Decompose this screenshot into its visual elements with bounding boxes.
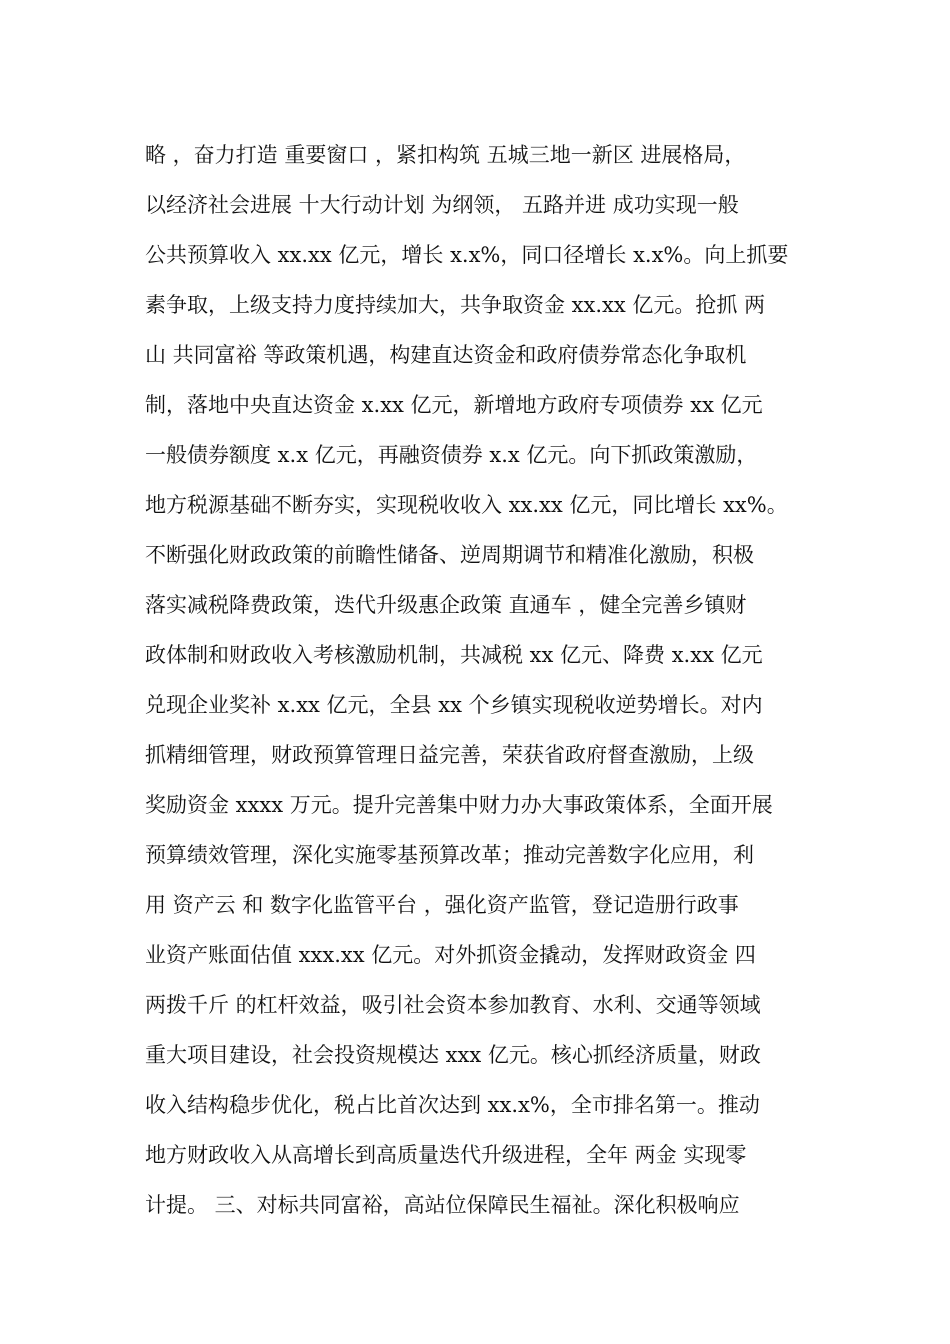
- text-line: 两拨千斤 的杠杆效益，吸引社会资本参加教育、水利、交通等领域: [145, 993, 761, 1017]
- text-line: 素争取，上级支持力度持续加大，共争取资金 xx.xx 亿元。抢抓 两: [145, 293, 766, 317]
- text-line: 业资产账面估值 xxx.xx 亿元。对外抓资金撬动，发挥财政资金 四: [145, 943, 756, 967]
- text-line: 山 共同富裕 等政策机遇，构建直达资金和政府债券常态化争取机: [145, 343, 747, 367]
- text-line: 政体制和财政收入考核激励机制，共减税 xx 亿元、降费 x.xx 亿元: [145, 643, 763, 667]
- text-line: 落实减税降费政策，迭代升级惠企政策 直通车 ，健全完善乡镇财: [145, 593, 747, 617]
- text-line: 抓精细管理，财政预算管理日益完善，荣获省政府督查激励，上级: [145, 743, 754, 767]
- text-line: 一般债券额度 x.x 亿元，再融资债券 x.x 亿元。向下抓政策激励，: [145, 443, 758, 467]
- text-line: 不断强化财政政策的前瞻性储备、逆周期调节和精准化激励，积极: [145, 543, 754, 567]
- text-line: 地方税源基础不断夯实，实现税收收入 xx.xx 亿元，同比增长 xx%。: [145, 493, 788, 517]
- text-line: 略 ，奋力打造 重要窗口 ，紧扣构筑 五城三地一新区 进展格局，: [145, 143, 746, 167]
- text-line: 收入结构稳步优化，税占比首次达到 xx.x%，全市排名第一。推动: [145, 1093, 760, 1117]
- text-line: 公共预算收入 xx.xx 亿元，增长 x.x%，同口径增长 x.x%。向上抓要: [145, 243, 789, 267]
- text-line: 预算绩效管理，深化实施零基预算改革；推动完善数字化应用，利: [145, 843, 754, 867]
- text-line: 重大项目建设，社会投资规模达 xxx 亿元。核心抓经济质量，财政: [145, 1043, 761, 1067]
- text-line: 兑现企业奖补 x.xx 亿元，全县 xx 个乡镇实现税收逆势增长。对内: [145, 693, 763, 717]
- body-text: [145, 130, 815, 1230]
- text-line: 用 资产云 和 数字化监管平台 ，强化资产监管，登记造册行政事: [145, 893, 739, 917]
- text-line: 计提。 三、对标共同富裕，高站位保障民生福祉。深化积极响应: [145, 1193, 740, 1217]
- text-line: 地方财政收入从高增长到高质量迭代升级进程，全年 两金 实现零: [145, 1143, 747, 1167]
- text-line: 以经济社会进展 十大行动计划 为纲领， 五路并进 成功实现一般: [145, 193, 739, 217]
- text-line: 制，落地中央直达资金 x.xx 亿元，新增地方政府专项债券 xx 亿元: [145, 393, 763, 417]
- text-line: 奖励资金 xxxx 万元。提升完善集中财力办大事政策体系，全面开展: [145, 793, 773, 817]
